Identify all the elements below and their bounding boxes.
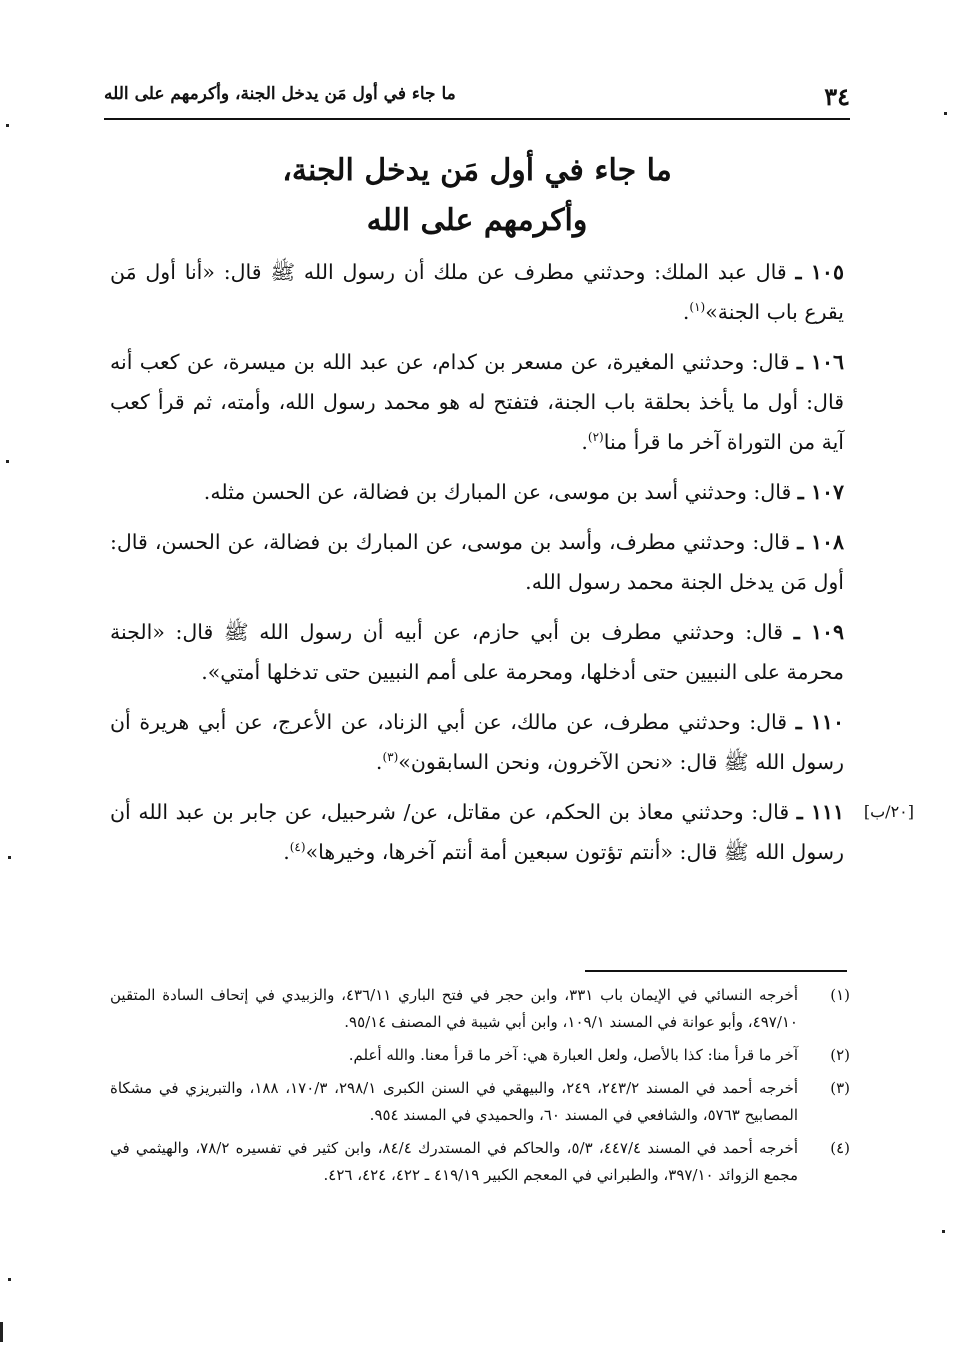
footnote-ref: (٣) bbox=[382, 750, 399, 765]
hadith-number: ١٠٩ ـ bbox=[793, 620, 844, 644]
scan-edge bbox=[0, 1322, 3, 1342]
footnote-4 bbox=[110, 1135, 850, 1189]
footnotes bbox=[110, 982, 850, 1195]
footnote-text: آخر ما قرأ منا: كذا بالأصل، ولعل العبارة هي: آخر ما قرأ معنا. والله أعلم. bbox=[348, 1046, 798, 1064]
hadith-111 bbox=[110, 792, 914, 872]
hadith-number: ١١١ ـ bbox=[796, 800, 844, 824]
footnote-number: (٤) bbox=[830, 1139, 850, 1157]
scan-speck bbox=[942, 1230, 945, 1233]
footnote-text: أخرجه أحمد في المسند ٤٤٧/٤، ٥/٣، والحاكم في المستدرك ٨٤/٤، وابن كثير في تفسيره ٧٨/٢، والهيثمي في مجمع الزوائد ٣٩٧/١٠، والطبراني في المعجم الكبير ٤١٩/١٩ ـ ٤٢٢، ٤٢٤، ٤٢٦. bbox=[110, 1139, 798, 1184]
footnote-2 bbox=[110, 1042, 850, 1069]
hadith-108 bbox=[110, 522, 844, 602]
hadith-number: ١٠٨ ـ bbox=[797, 530, 844, 554]
hadith-list bbox=[110, 252, 914, 882]
manuscript-folio-note: [٢٠/ب] bbox=[863, 802, 914, 821]
scan-speck bbox=[6, 124, 9, 127]
hadith-number: ١٠٥ ـ bbox=[795, 260, 844, 284]
hadith-end: . bbox=[682, 300, 690, 324]
scan-speck bbox=[8, 856, 11, 859]
footnote-1 bbox=[110, 982, 850, 1036]
hadith-text: قال: وحدثني مطرف بن أبي حازم، عن أبيه أن رسول الله ﷺ قال: «الجنة محرمة على النبيين حتى أدخلها، ومحرمة على أمم النبيين حتى تدخلها أمتي» bbox=[110, 620, 844, 684]
scan-speck bbox=[6, 460, 9, 463]
chapter-title bbox=[104, 146, 850, 246]
footnote-number: (٢) bbox=[830, 1046, 850, 1064]
running-header bbox=[104, 82, 850, 120]
hadith-text: قال: وحدثني مطرف، وأسد بن موسى، عن المبارك بن فضالة، عن الحسن، قال: أول مَن يدخل الجنة محمد رسول الله bbox=[110, 530, 844, 594]
footnote-ref: (٤) bbox=[289, 840, 306, 855]
page-number: ٣٤ bbox=[824, 82, 850, 111]
footnote-ref: (١) bbox=[689, 300, 706, 315]
chapter-title-line-2: وأكرمهم على الله bbox=[366, 203, 588, 238]
footnote-text: أخرجه النسائي في الإيمان باب ٣٣١، وابن حجر في فتح الباري ٤٣٦/١١، والزبيدي في إتحاف السادة المتقين ٤٩٧/١٠، وأبو عوانة في المسند ١٠٩/١، وابن أبي شيبة في المصنف ٩٥/١٤. bbox=[110, 986, 798, 1031]
hadith-end: . bbox=[201, 660, 208, 684]
footnote-number: (٣) bbox=[830, 1079, 850, 1097]
hadith-109 bbox=[110, 612, 844, 692]
hadith-number: ١٠٦ ـ bbox=[796, 350, 844, 374]
hadith-end: . bbox=[525, 570, 532, 594]
footnote-text: أخرجه أحمد في المسند ٢٤٣/٢، ٢٤٩، والبيهقي في السنن الكبرى ٢٩٨/١، ١٧٠/٣، ١٨٨، والتبريزي في مشكاة المصابيح ٥٧٦٣، والشافعي في المسند ٦٠، والحميدي في المسند ٩٥٤. bbox=[110, 1079, 799, 1124]
footnote-number: (١) bbox=[830, 986, 850, 1004]
scan-speck bbox=[944, 112, 947, 115]
chapter-title-line-1: ما جاء في أول مَن يدخل الجنة، bbox=[282, 153, 672, 188]
hadith-text: قال عبد الملك: وحدثني مطرف عن ملك أن رسول الله ﷺ قال: «أنا أول مَن يقرع باب الجنة» bbox=[110, 260, 844, 324]
hadith-105 bbox=[110, 252, 844, 332]
hadith-110 bbox=[110, 702, 844, 782]
hadith-end: . bbox=[203, 480, 211, 504]
hadith-end: . bbox=[581, 430, 588, 454]
hadith-end: . bbox=[375, 750, 383, 774]
hadith-107 bbox=[110, 472, 844, 512]
hadith-text: قال: وحدثني مطرف، عن مالك، عن أبي الزناد، عن الأعرج، عن أبي هريرة أن رسول الله ﷺ قال: «نحن الآخرون، ونحن السابقون» bbox=[110, 710, 844, 774]
running-title: ما جاء في أول مَن يدخل الجنة، وأكرمهم على الله bbox=[104, 84, 456, 104]
hadith-text: قال: وحدثني معاذ بن الحكم، عن مقاتل، عن/ شرحبيل، عن جابر بن عبد الله أن رسول الله ﷺ قال: «أنتم تؤتون سبعين أمة أنتم آخرها، وخيرها» bbox=[110, 800, 844, 864]
scan-speck bbox=[8, 1278, 11, 1281]
hadith-106 bbox=[110, 342, 844, 462]
footnote-ref: (٢) bbox=[587, 430, 604, 445]
footnote-3 bbox=[110, 1075, 850, 1129]
hadith-end: . bbox=[283, 840, 290, 864]
hadith-number: ١١٠ ـ bbox=[795, 710, 844, 734]
hadith-text: قال: وحدثني أسد بن موسى، عن المبارك بن فضالة، عن الحسن مثله bbox=[210, 480, 792, 504]
footnote-separator bbox=[585, 970, 847, 972]
hadith-number: ١٠٧ ـ bbox=[797, 480, 844, 504]
hadith-text: قال: وحدثني المغيرة، عن مسعر بن كدام، عن عبد الله بن ميسرة، عن كعب أنه قال: أول ما يأخذ بحلقة باب الجنة، فتفتح له هو محمد رسول الله، وأمته، ثم قرأ كعب آية من التوراة آخر ما قرأ منا bbox=[110, 350, 844, 454]
